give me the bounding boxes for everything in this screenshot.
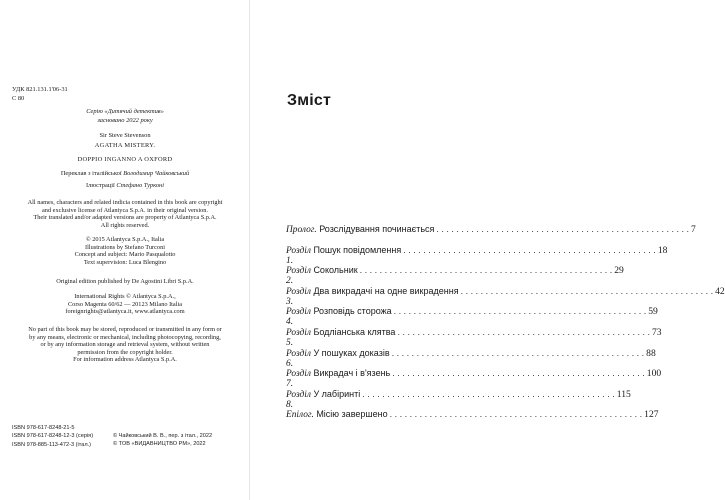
toc-entry xyxy=(286,409,659,430)
udk-code: УДК 821.131.1'06-31 xyxy=(12,86,68,93)
toc-entry xyxy=(286,306,658,328)
toc-entry xyxy=(286,265,624,287)
toc-entry-title: Пошук повідомлення xyxy=(313,244,402,255)
toc-entry xyxy=(286,368,662,390)
credits-line: © 2015 Atlantyca S.p.A., Italia xyxy=(85,236,165,243)
toc-dot-leader: . . . . . . . . . . . . . . . . . . . . . . . . . . . . . . . . . . . . . . . . . . . . . . . . . . . xyxy=(389,409,643,420)
toc-dot-leader: . . . . . . . . . . . . . . . . . . . . . . . . . . . . . . . . . . . . . . . . . . . . . . . . . . . xyxy=(436,224,689,234)
rights-notice xyxy=(0,199,250,229)
translation-credit xyxy=(0,170,250,178)
toc-entry-title: Місію завершено xyxy=(316,409,388,420)
toc-entry-label: Розділ 5. xyxy=(286,327,311,348)
toc-page-number: 7 xyxy=(690,224,696,235)
isbn-line: ISBN 978-885-113-472-3 (італ.) xyxy=(12,441,92,448)
toc-entry-label: Розділ 2. xyxy=(286,266,311,287)
illustration-credit xyxy=(0,182,250,190)
toc-entry-label: Розділ 8. xyxy=(286,389,311,410)
reproduction-line: No part of this book may be stored, reproduced or transmitted in any form or xyxy=(28,326,222,333)
imprint-page xyxy=(0,0,250,500)
isbn-line: ISBN 978-617-8248-21-5 xyxy=(12,425,75,431)
toc-page-number: 127 xyxy=(644,409,659,421)
credits-line: Text supervision: Luca Blengino xyxy=(83,258,167,266)
intl-line: foreignrights@atlantyca.it, www.atlantyca.com xyxy=(65,308,185,315)
toc-entry xyxy=(286,388,631,410)
toc-page-number: 88 xyxy=(646,347,656,359)
reproduction-line: by any means, electronic or mechanical, including photocopying, recording, xyxy=(29,333,221,341)
toc-entry xyxy=(286,285,725,307)
rights-line: Their translated and/or adapted versions are property of Atlantyca S.p.A. xyxy=(33,214,217,221)
toc-entry-title: Розслідування починається xyxy=(319,224,435,234)
toc-page-number: 59 xyxy=(648,306,658,318)
intl-line: International Rights © Atlantyca S.p.A., xyxy=(74,293,176,300)
toc-entry-label: Розділ 1. xyxy=(286,245,311,266)
author-name: Sir Steve Stevenson xyxy=(99,132,151,139)
isbn-line: ISBN 978-617-8248-12-3 (серія) xyxy=(12,433,94,440)
toc-page-number: 100 xyxy=(646,368,662,380)
illustrator-name: Стефано Турконі xyxy=(116,182,164,189)
contents-page xyxy=(250,0,725,500)
toc-dot-leader: . . . . . . . . . . . . . . . . . . . . . . . . . . . . . . . . . . . . . . . . . . . . . . . . . . . xyxy=(391,347,645,358)
copyright-block xyxy=(113,432,212,449)
rights-line: and exclusive license of Atlantyca S.p.A. in their original version. xyxy=(42,206,208,214)
international-rights xyxy=(0,293,250,316)
copyright-line: © Чайковський В. В., пер. з італ., 2022 xyxy=(113,433,213,439)
toc-entry xyxy=(286,224,696,245)
reproduction-notice xyxy=(0,326,250,364)
toc-dot-leader: . . . . . . . . . . . . . . . . . . . . . . . . . . . . . . . . . . . . . . . . . . . . . . . . . . . xyxy=(393,306,647,317)
intl-line: Corso Magenta 60/62 — 20123 Milano Italia xyxy=(67,300,183,308)
toc-dot-leader: . . . . . . . . . . . . . . . . . . . . . . . . . . . . . . . . . . . . . . . . . . . . . . . . . . . xyxy=(359,265,613,276)
toc-entry-label: Пролог. xyxy=(286,225,317,235)
toc-entry-title: Сокольник xyxy=(313,265,358,276)
isbn-block xyxy=(12,424,93,449)
toc-entry xyxy=(286,347,656,369)
toc-dot-leader: . . . . . . . . . . . . . . . . . . . . . . . . . . . . . . . . . . . . . . . . . . . . . . . . . . . xyxy=(392,368,645,379)
toc-entry-title: У лабіринті xyxy=(313,388,361,399)
toc-page-number: 115 xyxy=(616,388,631,400)
translator-name: Володимир Чайковський xyxy=(123,170,190,177)
translation-prefix: Переклав з італійської xyxy=(60,170,122,177)
illustrations-prefix: Ілюстрації xyxy=(86,182,115,189)
series-line-2: засновано 2022 року xyxy=(97,117,153,124)
toc-page-number: 42 xyxy=(715,285,725,297)
toc-entry-title: Розповідь сторожа xyxy=(313,306,392,317)
toc-entry-title: У пошуках доказів xyxy=(313,347,390,358)
original-edition-note xyxy=(0,278,250,286)
credits-line: Illustrations by Stefano Turconi xyxy=(85,243,165,251)
copyright-line: © ТОВ «ВИДАВНИЦТВО РМ», 2022 xyxy=(113,441,206,448)
toc-dot-leader: . . . . . . . . . . . . . . . . . . . . . . . . . . . . . . . . . . . . . . . . . . . . . . . . . . . xyxy=(460,285,714,296)
toc-page-number: 73 xyxy=(652,326,662,338)
credits-block xyxy=(0,236,250,266)
toc-entry xyxy=(286,244,668,266)
toc-entry-title: Викрадач і в'язень xyxy=(313,368,391,379)
original-edition-line: Original edition published by De Agostini Libri S.p.A. xyxy=(56,278,194,285)
toc-entry-label: Розділ 7. xyxy=(286,369,311,390)
bbk-code: С 80 xyxy=(12,95,25,102)
toc-entry-label: Епілог. xyxy=(286,410,314,421)
rights-line: All rights reserved. xyxy=(100,221,150,229)
toc-entry-title: Два викрадачі на одне викрадення xyxy=(313,285,459,296)
series-line-1: Серію «Дитячий детектив» xyxy=(86,108,164,115)
toc-dot-leader: . . . . . . . . . . . . . . . . . . . . . . . . . . . . . . . . . . . . . . . . . . . . . . . . . . . xyxy=(397,326,650,337)
book-subtitle: DOPPIO INGANNO A OXFORD xyxy=(77,156,173,163)
reproduction-line: or by any information storage and retrieval system, without written xyxy=(40,341,210,348)
table-of-contents xyxy=(286,224,725,430)
credits-line: Concept and subject: Mario Pasqualotto xyxy=(74,251,176,258)
toc-page-number: 18 xyxy=(657,244,668,256)
toc-entry xyxy=(286,326,662,348)
reproduction-line: permission from the copyright holder. xyxy=(77,348,173,356)
toc-entry-title: Бодліанська клятва xyxy=(313,326,396,337)
reproduction-line: For information address Atlantyca S.p.A. xyxy=(73,356,177,363)
book-title: AGATHA MISTERY. xyxy=(94,142,156,149)
toc-page-number: 29 xyxy=(614,265,624,277)
toc-entry-label: Розділ 6. xyxy=(286,348,311,369)
toc-entry-label: Розділ 3. xyxy=(286,286,311,307)
toc-dot-leader: . . . . . . . . . . . . . . . . . . . . . . . . . . . . . . . . . . . . . . . . . . . . . . . . . . . xyxy=(403,244,656,255)
rights-line: All names, characters and related indicia contained in this book are copyright xyxy=(27,199,223,206)
toc-dot-leader: . . . . . . . . . . . . . . . . . . . . . . . . . . . . . . . . . . . . . . . . . . . . . . . . . . . xyxy=(362,388,615,399)
toc-entry-label: Розділ 4. xyxy=(286,307,311,328)
contents-heading: Зміст xyxy=(287,92,332,109)
